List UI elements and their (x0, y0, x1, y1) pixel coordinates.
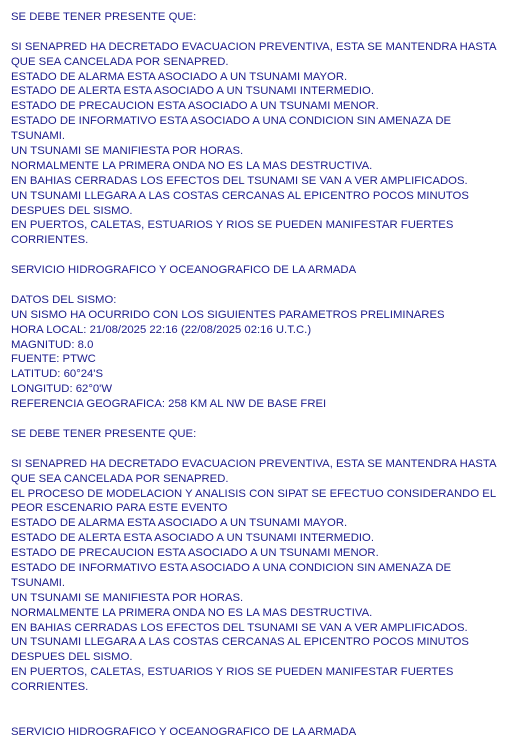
text-line: EN BAHIAS CERRADAS LOS EFECTOS DEL TSUNAMI SE VAN A VER AMPLIFICADOS. (11, 621, 468, 634)
blank-line (11, 710, 501, 725)
text-line: ESTADO DE ALERTA ESTA ASOCIADO A UN TSUNAMI INTERMEDIO. (11, 532, 374, 545)
text-line: SI SENAPRED HA DECRETADO EVACUACION PREVENTIVA, ESTA SE MANTENDRA HASTA (11, 40, 497, 53)
text-line: ESTADO DE INFORMATIVO ESTA ASOCIADO A UNA CONDICION SIN AMENAZA DE (11, 115, 452, 128)
blank-line (11, 442, 501, 457)
text-line: CORRIENTES. (11, 234, 89, 247)
text-line: UN TSUNAMI SE MANIFIESTA POR HORAS. (11, 591, 244, 604)
text-line: ESTADO DE ALARMA ESTA ASOCIADO A UN TSUNAMI MAYOR. (11, 517, 348, 530)
text-line: ESTADO DE PRECAUCION ESTA ASOCIADO A UN TSUNAMI MENOR. (11, 547, 379, 560)
text-line: EN BAHIAS CERRADAS LOS EFECTOS DEL TSUNAMI SE VAN A VER AMPLIFICADOS. (11, 174, 468, 187)
text-line: UN SISMO HA OCURRIDO CON LOS SIGUIENTES PARAMETROS PRELIMINARES (11, 308, 445, 321)
text-line: DESPUES DEL SISMO. (11, 204, 133, 217)
text-line: ESTADO DE PRECAUCION ESTA ASOCIADO A UN TSUNAMI MENOR. (11, 100, 379, 113)
text-line: FUENTE: PTWC (11, 353, 96, 366)
text-line: SERVICIO HIDROGRAFICO Y OCEANOGRAFICO DE LA ARMADA (11, 264, 357, 277)
text-line: PEOR ESCENARIO PARA ESTE EVENTO (11, 502, 228, 515)
text-line: ESTADO DE ALERTA ESTA ASOCIADO A UN TSUNAMI INTERMEDIO. (11, 85, 374, 98)
blank-line (11, 695, 501, 710)
text-line: UN TSUNAMI SE MANIFIESTA POR HORAS. (11, 145, 244, 158)
text-line: LATITUD: 60°24'S (11, 368, 104, 381)
message-body (11, 10, 501, 740)
text-line: EN PUERTOS, CALETAS, ESTUARIOS Y RIOS SE PUEDEN MANIFESTAR FUERTES (11, 666, 454, 679)
text-line: QUE SEA CANCELADA POR SENAPRED. (11, 55, 229, 68)
text-line: DATOS DEL SISMO: (11, 293, 117, 306)
text-line: DESPUES DEL SISMO. (11, 651, 133, 664)
text-line: SI SENAPRED HA DECRETADO EVACUACION PREVENTIVA, ESTA SE MANTENDRA HASTA (11, 457, 497, 470)
text-line: MAGNITUD: 8.0 (11, 338, 94, 351)
text-line: HORA LOCAL: 21/08/2025 22:16 (22/08/2025 02:16 U.T.C.) (11, 323, 312, 336)
text-line: EN PUERTOS, CALETAS, ESTUARIOS Y RIOS SE PUEDEN MANIFESTAR FUERTES (11, 219, 454, 232)
blank-line (11, 412, 501, 427)
text-line: CORRIENTES. (11, 681, 89, 694)
text-line: UN TSUNAMI LLEGARA A LAS COSTAS CERCANAS AL EPICENTRO POCOS MINUTOS (11, 189, 469, 202)
text-line: NORMALMENTE LA PRIMERA ONDA NO ES LA MAS DESTRUCTIVA. (11, 159, 373, 172)
text-line: REFERENCIA GEOGRAFICA: 258 KM AL NW DE BASE FREI (11, 398, 327, 411)
text-line: ESTADO DE INFORMATIVO ESTA ASOCIADO A UNA CONDICION SIN AMENAZA DE (11, 561, 452, 574)
text-line: SERVICIO HIDROGRAFICO Y OCEANOGRAFICO DE LA ARMADA (11, 725, 357, 738)
text-line: SE DEBE TENER PRESENTE QUE: (11, 11, 197, 23)
text-line: EL PROCESO DE MODELACION Y ANALISIS CON SIPAT SE EFECTUO CONSIDERANDO EL (11, 487, 497, 500)
blank-line (11, 278, 501, 293)
blank-line (11, 25, 501, 40)
text-line: NORMALMENTE LA PRIMERA ONDA NO ES LA MAS DESTRUCTIVA. (11, 606, 373, 619)
text-line: TSUNAMI. (11, 130, 66, 143)
text-line: TSUNAMI. (11, 576, 66, 589)
text-line: SE DEBE TENER PRESENTE QUE: (11, 427, 197, 440)
text-line: UN TSUNAMI LLEGARA A LAS COSTAS CERCANAS AL EPICENTRO POCOS MINUTOS (11, 636, 469, 649)
blank-line (11, 248, 501, 263)
text-line: LONGITUD: 62°0'W (11, 383, 112, 396)
text-line: ESTADO DE ALARMA ESTA ASOCIADO A UN TSUNAMI MAYOR. (11, 70, 348, 83)
text-line: QUE SEA CANCELADA POR SENAPRED. (11, 472, 229, 485)
